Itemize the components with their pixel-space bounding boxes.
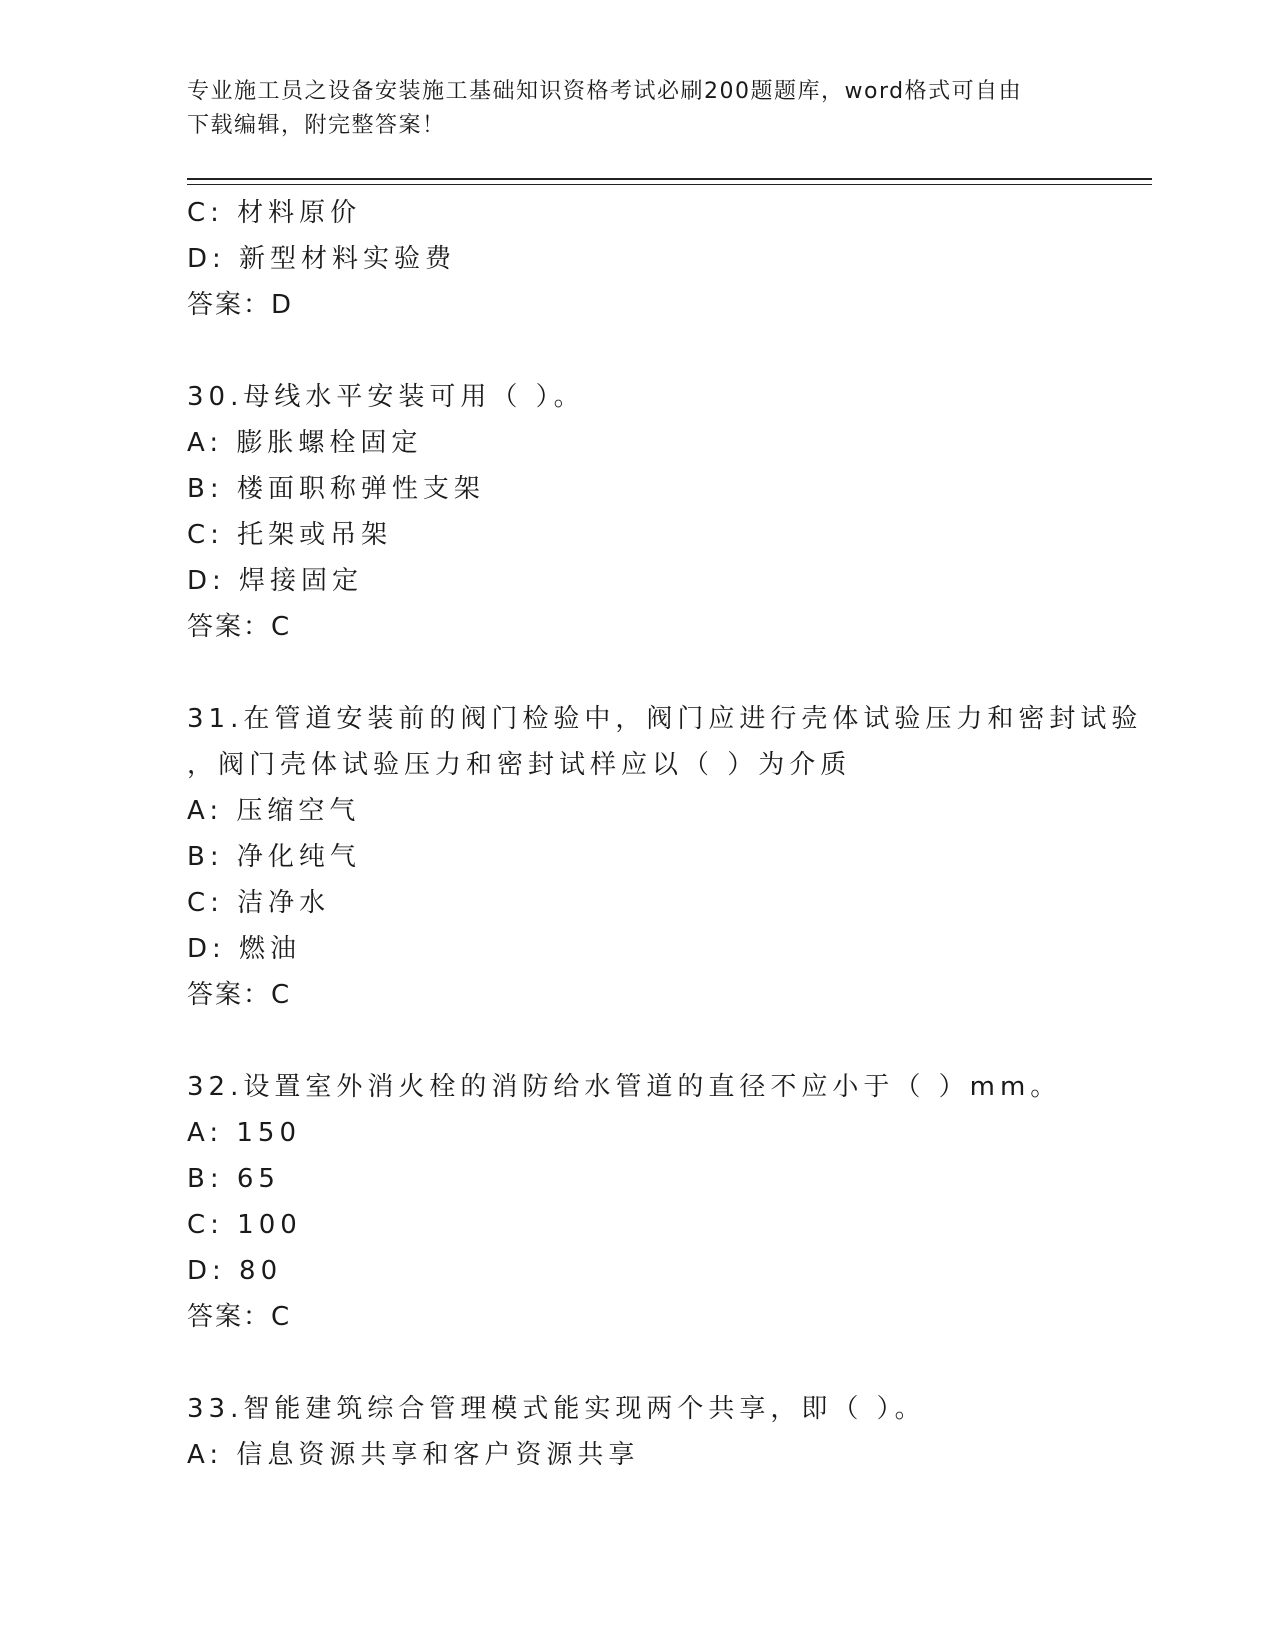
header-line-1: 专业施工员之设备安装施工基础知识资格考试必刷200题题库，word格式可自由 [187, 79, 1023, 104]
answer-line: 答案：D [187, 290, 294, 320]
spacer [187, 650, 1147, 696]
spacer [187, 1340, 1147, 1386]
option-d: D: 燃油 [187, 934, 302, 964]
spacer [187, 328, 1147, 374]
spacer [187, 1018, 1147, 1064]
question-block-31 [187, 696, 1147, 1018]
option-a: A: 信息资源共享和客户资源共享 [187, 1440, 640, 1470]
question-stem: 33.智能建筑综合管理模式能实现两个共享，即（ ）。 [187, 1394, 926, 1424]
answer-line: 答案：C [187, 1302, 292, 1332]
question-stem-continued: ，阀门壳体试验压力和密封试样应以（ ）为介质 [187, 750, 852, 780]
question-block-partial [187, 190, 1147, 328]
header-line-2: 下载编辑，附完整答案！ [187, 113, 446, 138]
question-stem: 32.设置室外消火栓的消防给水管道的直径不应小于（ ）mm。 [187, 1072, 1062, 1102]
question-stem: 30.母线水平安装可用（ ）。 [187, 382, 585, 412]
option-c: C: 洁净水 [187, 888, 331, 918]
option-d: D: 80 [187, 1256, 283, 1286]
question-block-32 [187, 1064, 1147, 1340]
option-b: B: 净化纯气 [187, 842, 361, 872]
option-d: D: 焊接固定 [187, 566, 364, 596]
document-header [187, 75, 1087, 143]
option-b: B: 楼面职称弹性支架 [187, 474, 485, 504]
option-b: B: 65 [187, 1164, 280, 1194]
option-a: A: 150 [187, 1118, 301, 1148]
answer-line: 答案：C [187, 980, 292, 1010]
option-d: D: 新型材料实验费 [187, 244, 457, 274]
question-list [187, 190, 1147, 1478]
option-a: A: 压缩空气 [187, 796, 361, 826]
question-block-33 [187, 1386, 1147, 1478]
header-divider-thick [187, 178, 1152, 180]
question-block-30 [187, 374, 1147, 650]
option-a: A: 膨胀螺栓固定 [187, 428, 423, 458]
answer-line: 答案：C [187, 612, 292, 642]
option-c: C: 材料原价 [187, 198, 362, 228]
question-stem: 31.在管道安装前的阀门检验中，阀门应进行壳体试验压力和密封试验 [187, 704, 1143, 734]
option-c: C: 100 [187, 1210, 302, 1240]
option-c: C: 托架或吊架 [187, 520, 393, 550]
header-divider-thin [187, 184, 1152, 185]
